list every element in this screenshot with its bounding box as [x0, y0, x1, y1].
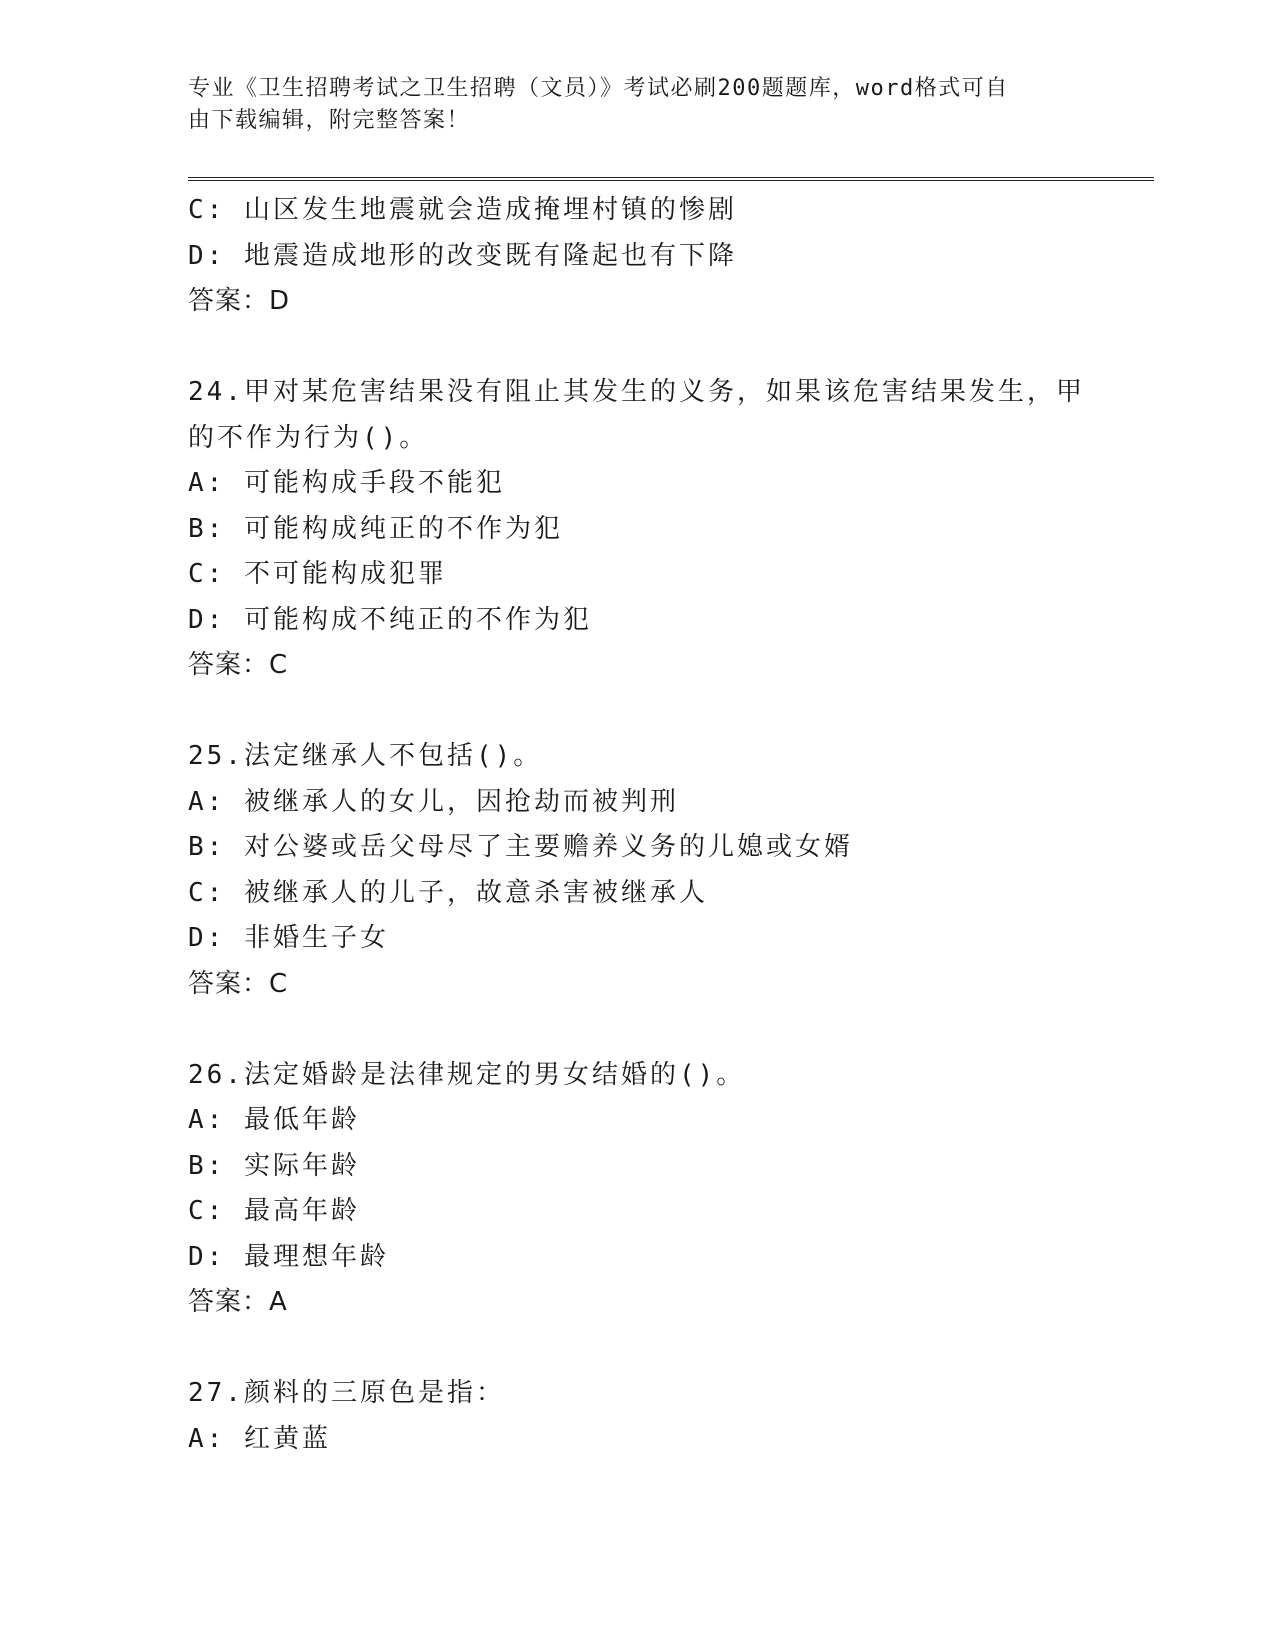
question-line: B: 实际年龄 — [188, 1150, 360, 1181]
question-line: A: 可能构成手段不能犯 — [188, 468, 505, 498]
block-spacer — [188, 1007, 1148, 1053]
question-block — [188, 188, 1148, 370]
question-line: 的不作为行为()。 — [188, 422, 429, 453]
question-line: B: 对公婆或岳父母尽了主要赡养义务的儿媳或女婿 — [188, 832, 853, 862]
question-line: 25.法定继承人不包括()。 — [188, 741, 543, 771]
block-spacer — [188, 325, 1148, 371]
question-block — [188, 1053, 1148, 1372]
question-line: B: 可能构成纯正的不作为犯 — [188, 513, 563, 544]
question-line: 26.法定婚龄是法律规定的男女结婚的()。 — [188, 1059, 746, 1090]
answer-line: 答案：D — [188, 286, 291, 316]
header-line-2: 由下载编辑，附完整答案！ — [188, 108, 471, 133]
question-block — [188, 734, 1148, 1053]
question-line: C: 山区发生地震就会造成掩埋村镇的惨剧 — [188, 195, 737, 225]
header-line-1: 专业《卫生招聘考试之卫生招聘（文员）》考试必刷200题题库，word格式可自 — [188, 76, 1009, 101]
question-line: C: 被继承人的儿子，故意杀害被继承人 — [188, 877, 708, 908]
question-line: D: 非婚生子女 — [188, 923, 389, 953]
header-divider — [188, 177, 1154, 181]
question-list — [188, 188, 1148, 1462]
question-line: A: 最低年龄 — [188, 1105, 360, 1135]
question-line: C: 不可能构成犯罪 — [188, 559, 447, 589]
document-header — [188, 73, 1088, 137]
question-line: D: 可能构成不纯正的不作为犯 — [188, 604, 592, 635]
answer-line: 答案：C — [188, 968, 289, 999]
question-line: 27.颜料的三原色是指： — [188, 1378, 505, 1408]
block-spacer — [188, 1326, 1148, 1372]
question-block — [188, 1371, 1148, 1462]
question-line: D: 地震造成地形的改变既有隆起也有下降 — [188, 240, 737, 271]
question-line: 24.甲对某危害结果没有阻止其发生的义务，如果该危害结果发生，甲 — [188, 377, 1085, 407]
question-line: D: 最理想年龄 — [188, 1241, 389, 1272]
answer-line: 答案：A — [188, 1287, 288, 1317]
question-block — [188, 370, 1148, 734]
question-line: C: 最高年龄 — [188, 1196, 360, 1226]
question-line: A: 红黄蓝 — [188, 1423, 331, 1454]
question-line: A: 被继承人的女儿，因抢劫而被判刑 — [188, 786, 679, 817]
block-spacer — [188, 689, 1148, 735]
answer-line: 答案：C — [188, 650, 289, 680]
